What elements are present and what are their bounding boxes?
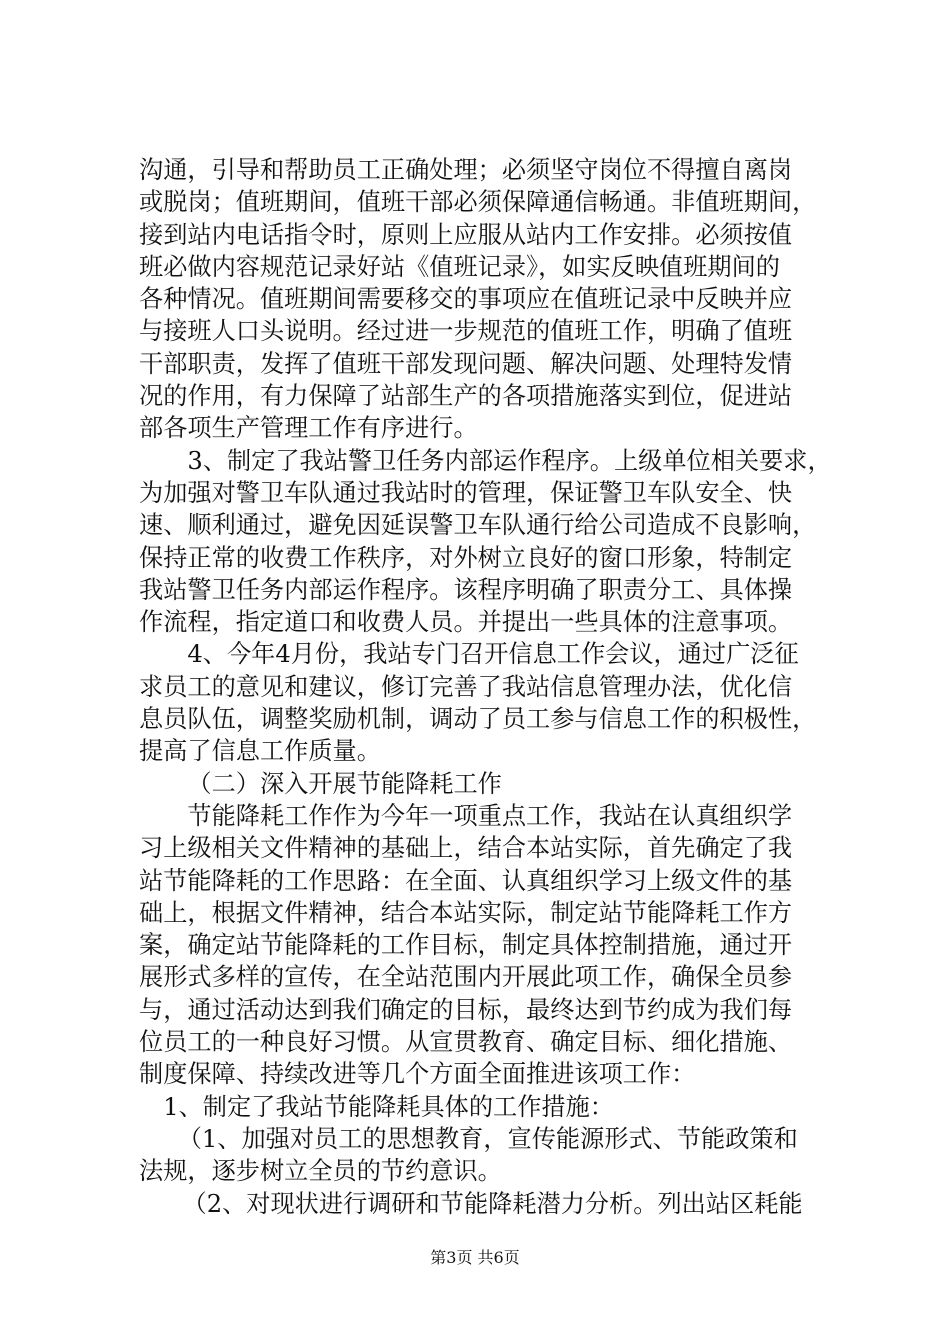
text-line: 班必做内容规范记录好站《值班记录》，如实反映值班期间的 [139,252,780,281]
text-line: 各种情况。值班期间需要移交的事项应在值班记录中反映并应 [139,285,793,314]
page-footer: 第3页 共6页 [430,1248,520,1267]
text-line: 为加强对警卫车队通过我站时的管理，保证警卫车队安全、快 [139,478,793,507]
text-line: 况的作用，有力保障了站部生产的各项措施落实到位，促进站 [139,382,793,411]
text-line: 3、制定了我站警卫任务内部运作程序。上级单位相关要求， [187,446,832,475]
text-line: 站节能降耗的工作思路：在全面、认真组织学习上级文件的基 [139,866,793,895]
text-line: 与接班人口头说明。经过进一步规范的值班工作，明确了值班 [139,317,793,346]
text-line: 节能降耗工作作为今年一项重点工作，我站在认真组织学 [187,801,793,830]
text-line: 或脱岗；值班期间，值班干部必须保障通信畅通。非值班期间， [139,188,817,217]
text-line: 法规，逐步树立全员的节约意识。 [139,1157,502,1186]
document-body [139,154,839,1220]
text-line: 沟通，引导和帮助员工正确处理；必须坚守岗位不得擅自离岗 [139,156,793,184]
text-line: 干部职责，发挥了值班干部发现问题、解决问题、处理特发情 [139,349,793,378]
text-line: 1、制定了我站节能降耗具体的工作措施： [163,1092,614,1121]
text-line: 接到站内电话指令时，原则上应服从站内工作安排。必须按值 [139,220,793,249]
text-line: 与，通过活动达到我们确定的目标，最终达到节约成为我们每 [139,995,793,1024]
text-line: 4、今年4月份，我站专门召开信息工作会议，通过广泛征 [187,640,799,669]
text-line: （1、加强对员工的思想教育，宣传能源形式、节能政策和 [177,1124,798,1153]
text-line: 作流程，指定道口和收费人员。并提出一些具体的注意事项。 [139,608,793,637]
text-line: 础上，根据文件精神，结合本站实际，制定站节能降耗工作方 [139,898,793,927]
text-line: 位员工的一种良好习惯。从宣贯教育、确定目标、细化措施、 [139,1028,793,1057]
text-line: 案，确定站节能降耗的工作目标，制定具体控制措施，通过开 [139,931,793,960]
text-line: 速、顺利通过，避免因延误警卫车队通行给公司造成不良影响， [139,511,817,540]
text-line: 保持正常的收费工作秩序，对外树立良好的窗口形象，特制定 [139,543,793,572]
text-line: 我站警卫任务内部运作程序。该程序明确了职责分工、具体操 [139,575,793,604]
text-line: （二）深入开展节能降耗工作 [187,769,502,798]
text-line: 提高了信息工作质量。 [139,737,381,766]
text-line: 求员工的意见和建议，修订完善了我站信息管理办法，优化信 [139,672,793,701]
text-line: （2、对现状进行调研和节能降耗潜力分析。列出站区耗能 [182,1189,803,1218]
text-line: 展形式多样的宣传，在全站范围内开展此项工作，确保全员参 [139,963,793,992]
text-line: 制度保障、持续改进等几个方面全面推进该项工作： [139,1060,696,1089]
text-line: 息员队伍，调整奖励机制，调动了员工参与信息工作的积极性， [139,705,817,734]
text-line: 习上级相关文件精神的基础上，结合本站实际，首先确定了我 [139,834,793,863]
text-line: 部各项生产管理工作有序进行。 [139,414,478,443]
